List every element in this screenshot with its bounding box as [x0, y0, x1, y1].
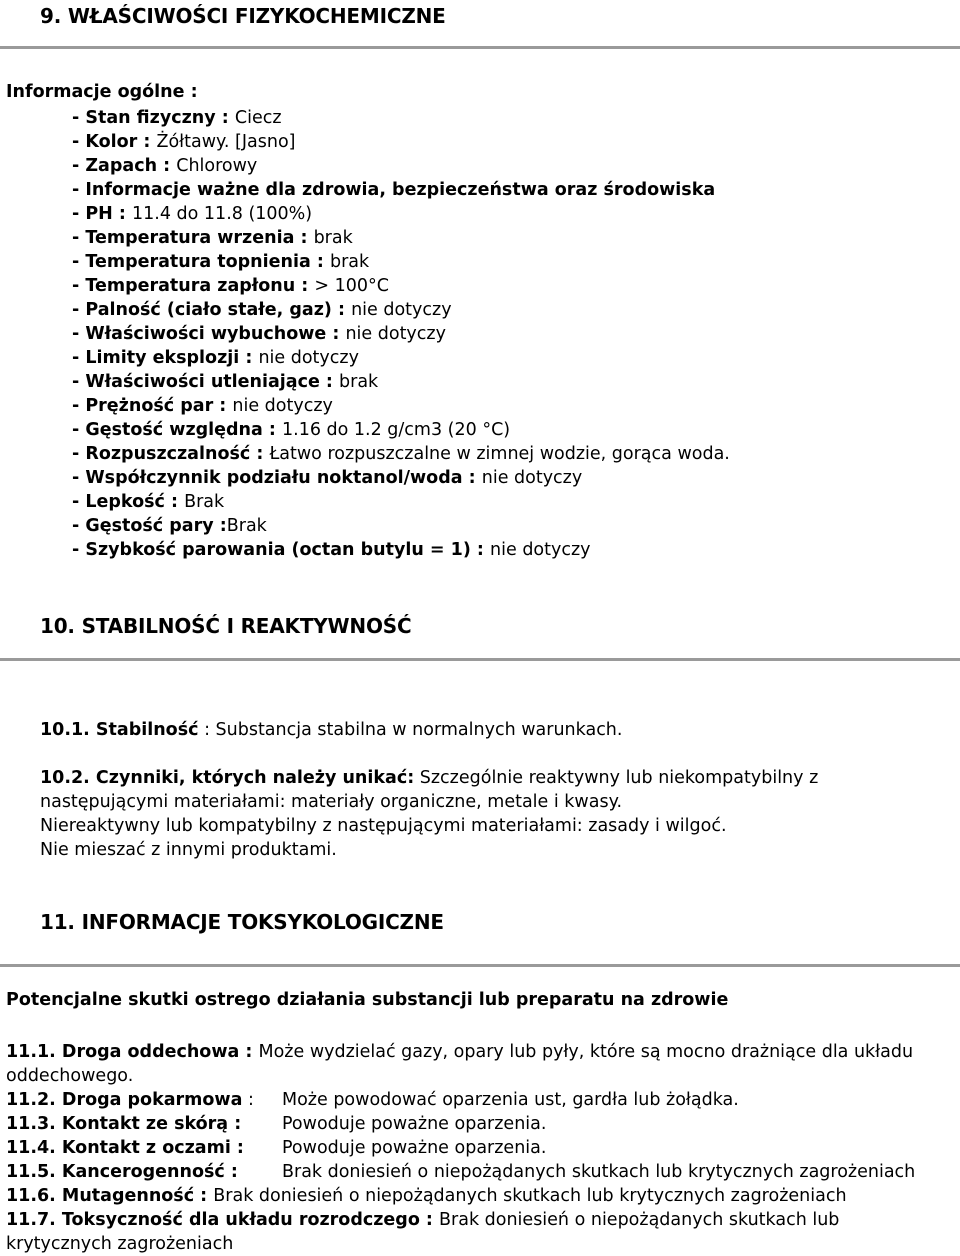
tox-separator: :: [242, 1090, 254, 1110]
property-label: - Gęstość pary :: [72, 516, 227, 536]
tox-row: [6, 1040, 913, 1064]
tox-label: 11.5. Kancerogenność :: [6, 1162, 238, 1182]
property-label: - Kolor :: [72, 132, 157, 152]
property-label: - Współczynnik podziału noktanol/woda :: [72, 468, 482, 488]
property-row: [72, 538, 730, 562]
property-value: brak: [339, 372, 379, 392]
tox-row: [6, 1208, 839, 1232]
property-value: Chlorowy: [176, 156, 258, 176]
property-label: - Temperatura zapłonu :: [72, 276, 315, 296]
property-row: [72, 106, 730, 130]
property-label: - Zapach :: [72, 156, 177, 176]
property-row: [72, 394, 730, 418]
property-value: Ciecz: [234, 108, 282, 128]
tox-text: Brak doniesień o niepożądanych skutkach lub krytycznych zagrożeniach: [213, 1186, 847, 1206]
property-row: [72, 466, 730, 490]
property-label: - Temperatura wrzenia :: [72, 228, 314, 248]
tox-text: Brak doniesień o niepożądanych skutkach lub krytycznych zagrożeniach: [282, 1162, 916, 1182]
property-label: - Palność (ciało stałe, gaz) :: [72, 300, 352, 320]
property-value: 1.16 do 1.2 g/cm3 (20 °C): [282, 420, 511, 440]
property-value: nie dotyczy: [481, 468, 583, 488]
property-label: - Lepkość :: [72, 492, 185, 512]
tox-text-continued: oddechowego.: [6, 1066, 134, 1086]
tox-row: [6, 1088, 739, 1112]
property-label: - Limity eksplozji :: [72, 348, 259, 368]
property-label: - Stan fizyczny :: [72, 108, 235, 128]
section-10-title: 10. STABILNOŚĆ I REAKTYWNOŚĆ: [40, 614, 412, 638]
property-value: Brak: [184, 492, 225, 512]
property-row: [72, 442, 730, 466]
property-label: - Temperatura topnienia :: [72, 252, 330, 272]
property-row: [72, 154, 730, 178]
property-value: Brak: [226, 516, 267, 536]
tox-row: [6, 1160, 915, 1184]
property-label: - Gęstość względna :: [72, 420, 282, 440]
section-11-divider: [0, 964, 960, 967]
avoid-text-3: Niereaktywny lub kompatybilny z następującymi materiałami: zasady i wilgoć.: [40, 816, 727, 836]
tox-row: [6, 1112, 546, 1136]
stability-text: : Substancja stabilna w normalnych warunkach.: [198, 720, 623, 740]
property-row: [72, 298, 730, 322]
tox-row: [6, 1184, 847, 1208]
properties-list: [72, 106, 730, 562]
property-label: - Prężność par :: [72, 396, 233, 416]
property-row: [72, 514, 730, 538]
property-value: nie dotyczy: [232, 396, 333, 416]
property-row: [72, 346, 730, 370]
tox-label: 11.4. Kontakt z oczami :: [6, 1138, 244, 1158]
property-value: nie dotyczy: [351, 300, 452, 320]
property-row: [72, 370, 730, 394]
property-row: [72, 250, 730, 274]
avoid-text-2: następującymi materiałami: materiały organiczne, metale i kwasy.: [40, 792, 623, 812]
property-value: > 100°C: [314, 276, 390, 296]
property-row: [72, 226, 730, 250]
property-row: [72, 178, 730, 202]
property-label: - Właściwości utleniające :: [72, 372, 340, 392]
property-row: [72, 274, 730, 298]
section-9-title: 9. WŁAŚCIWOŚCI FIZYKOCHEMICZNE: [40, 4, 446, 28]
tox-text-continued: krytycznych zagrożeniach: [6, 1234, 234, 1254]
property-value: brak: [329, 252, 370, 272]
property-label: - Właściwości wybuchowe :: [72, 324, 346, 344]
tox-label: 11.2. Droga pokarmowa: [6, 1090, 243, 1110]
property-row: [72, 490, 730, 514]
tox-text: Może powodować oparzenia ust, gardła lub żołądka.: [282, 1090, 739, 1110]
property-row: [72, 130, 730, 154]
tox-text: Może wydzielać gazy, opary lub pyły, które są mocno drażniące dla układu: [258, 1042, 914, 1062]
property-label: - Rozpuszczalność :: [72, 444, 270, 464]
property-value: 11.4 do 11.8 (100%): [132, 204, 313, 224]
property-value: Żółtawy. [Jasno]: [156, 132, 296, 152]
acute-effects-subtitle: Potencjalne skutki ostrego działania substancji lub preparatu na zdrowie: [6, 990, 729, 1010]
tox-text: Brak doniesień o niepożądanych skutkach lub: [439, 1210, 840, 1230]
tox-label: 11.6. Mutagenność :: [6, 1186, 214, 1206]
tox-label: 11.7. Toksyczność dla układu rozrodczego :: [6, 1210, 440, 1230]
stability-label: 10.1. Stabilność: [40, 720, 199, 740]
tox-text: Powoduje poważne oparzenia.: [282, 1114, 547, 1134]
tox-text: Powoduje poważne oparzenia.: [282, 1138, 547, 1158]
avoid-text-1: Szczególnie reaktywny lub niekompatybilny z: [414, 768, 819, 788]
property-value: nie dotyczy: [345, 324, 446, 344]
stability-row: [40, 718, 622, 742]
property-label: - PH :: [72, 204, 133, 224]
section-10-divider: [0, 658, 960, 661]
property-row: [72, 202, 730, 226]
general-info-label: Informacje ogólne :: [6, 82, 198, 102]
tox-label: 11.1. Droga oddechowa :: [6, 1042, 259, 1062]
property-row: [72, 418, 730, 442]
avoid-row: [40, 766, 818, 790]
tox-label: 11.3. Kontakt ze skórą :: [6, 1114, 242, 1134]
property-row: [72, 322, 730, 346]
property-value: nie dotyczy: [258, 348, 359, 368]
property-label: - Informacje ważne dla zdrowia, bezpieczeństwa oraz środowiska: [72, 180, 716, 200]
avoid-label: 10.2. Czynniki, których należy unikać:: [40, 768, 415, 788]
property-value: nie dotyczy: [490, 540, 591, 560]
tox-row: [6, 1136, 546, 1160]
avoid-text-4: Nie mieszać z innymi produktami.: [40, 840, 337, 860]
section-11-title: 11. INFORMACJE TOKSYKOLOGICZNE: [40, 910, 444, 934]
property-label: - Szybkość parowania (octan butylu = 1) :: [72, 540, 491, 560]
property-value: brak: [313, 228, 353, 248]
property-value: Łatwo rozpuszczalne w zimnej wodzie, gorąca woda.: [269, 444, 730, 464]
section-9-divider: [0, 46, 960, 49]
